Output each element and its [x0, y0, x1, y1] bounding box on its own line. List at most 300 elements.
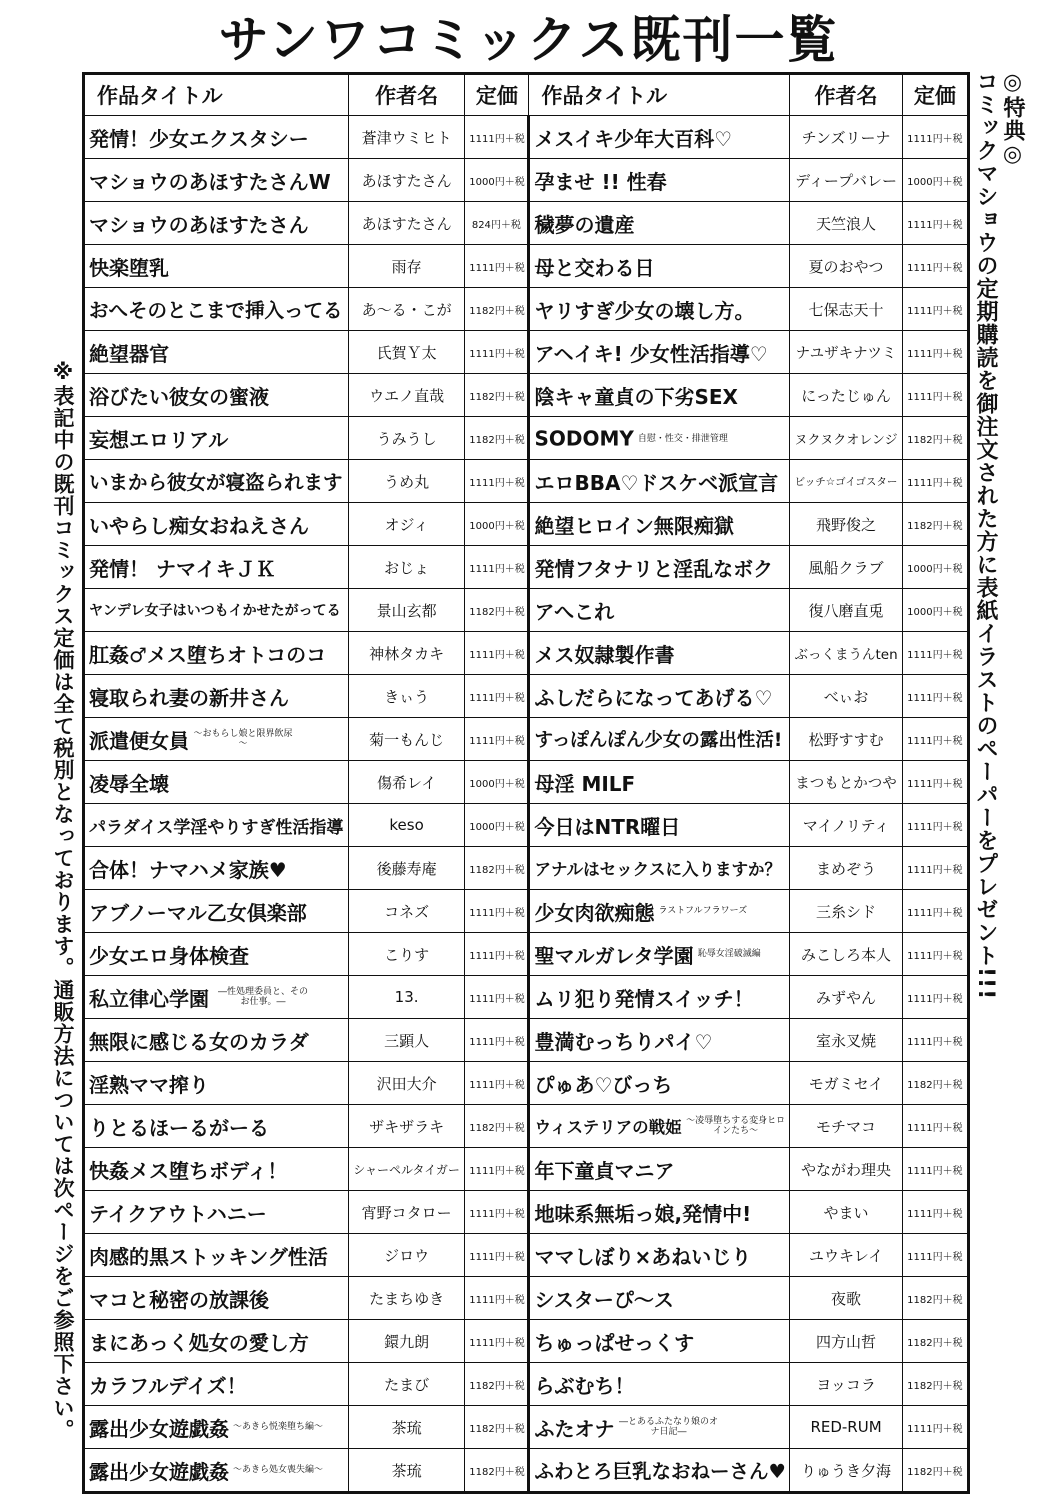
book-title: ぴゅあ♡びっち [534, 1072, 673, 1097]
table-row [84, 1062, 969, 1105]
book-title-cell [84, 976, 349, 1019]
book-subtitle: 自慰・性交・排泄管理 [637, 433, 728, 444]
book-title-cell [84, 718, 349, 761]
book-title-cell [529, 933, 790, 976]
book-title-cell [529, 847, 790, 890]
bonus-note [970, 70, 1026, 1080]
book-price: 1182円＋税 [902, 503, 968, 546]
book-author: べぃお [790, 675, 902, 718]
book-subtitle: ～凌辱堕ちする変身ヒロインたち～ [686, 1116, 786, 1136]
book-title-cell [84, 288, 349, 331]
book-author: 蒼津ウミヒト [348, 116, 464, 159]
book-title: 露出少女遊戯姦 [89, 1416, 229, 1441]
book-title-cell [529, 632, 790, 675]
book-title: カラフルデイズ！ [89, 1373, 247, 1398]
book-title: いまから彼女が寝盗られます [89, 471, 343, 494]
book-price: 1111円＋税 [465, 546, 529, 589]
book-title-cell [84, 675, 349, 718]
book-author: モチマコ [790, 1105, 902, 1148]
book-author: あ～る・こが [348, 288, 464, 331]
book-title-cell [529, 976, 790, 1019]
book-author: 後藤寿庵 [348, 847, 464, 890]
book-price: 1182円＋税 [902, 417, 968, 460]
book-title-cell [529, 331, 790, 374]
catalog-body [84, 116, 969, 1493]
book-title-cell [84, 1449, 349, 1493]
book-title-cell [84, 503, 349, 546]
book-price: 1111円＋税 [465, 933, 529, 976]
book-title-cell [529, 159, 790, 202]
book-price: 1111円＋税 [465, 1019, 529, 1062]
book-price: 1111円＋税 [902, 1148, 968, 1191]
table-row [84, 116, 969, 159]
table-row [84, 288, 969, 331]
book-title: 今日はNTR曜日 [534, 814, 681, 839]
book-title: 浴びたい彼女の蜜液 [89, 384, 269, 409]
book-title-cell [84, 1234, 349, 1277]
table-row [84, 1363, 969, 1406]
table-row [84, 1449, 969, 1493]
book-author: うめ丸 [348, 460, 464, 503]
book-title: ふしだらになってあげる♡ [534, 685, 773, 710]
book-price: 1000円＋税 [465, 159, 529, 202]
book-title: 無限に感じる女のカラダ [89, 1029, 309, 1054]
book-title-cell [84, 589, 349, 632]
book-price: 1182円＋税 [465, 417, 529, 460]
book-author: ディープバレー [790, 159, 902, 202]
book-author: マイノリティ [790, 804, 902, 847]
book-price: 1111円＋税 [902, 374, 968, 417]
book-author: 夏のおやつ [790, 245, 902, 288]
book-author: ビッチ☆ゴイゴスター [790, 460, 902, 503]
book-title-cell [84, 804, 349, 847]
table-row [84, 632, 969, 675]
book-price: 1111円＋税 [465, 718, 529, 761]
book-subtitle: ～あきら悦楽堕ち編～ [233, 1422, 324, 1432]
book-price: 1111円＋税 [902, 245, 968, 288]
book-price: 1111円＋税 [902, 1234, 968, 1277]
book-title-cell [84, 847, 349, 890]
book-title-cell [529, 589, 790, 632]
table-row [84, 890, 969, 933]
table-row [84, 159, 969, 202]
book-author: 茶琉 [348, 1406, 464, 1449]
book-title-cell [84, 245, 349, 288]
table-row [84, 804, 969, 847]
book-title-cell [84, 331, 349, 374]
book-price: 1182円＋税 [902, 1277, 968, 1320]
book-title: 快楽堕乳 [89, 255, 169, 280]
book-title: 少女肉欲痴態 [534, 900, 655, 925]
book-author: 神林タカキ [348, 632, 464, 675]
book-price: 1182円＋税 [465, 1363, 529, 1406]
table-row [84, 331, 969, 374]
book-title-cell [84, 159, 349, 202]
table-row [84, 417, 969, 460]
book-price: 1111円＋税 [902, 632, 968, 675]
catalog-table [82, 72, 970, 1494]
book-title: 発情フタナリと淫乱なボク [534, 556, 774, 581]
table-row [84, 761, 969, 804]
book-title-cell [529, 761, 790, 804]
book-price: 1000円＋税 [902, 546, 968, 589]
bonus-body: コミックマショウの定期購読を御注文された方に表紙イラストのペーパーをプレゼント!!! [973, 70, 998, 1001]
book-title-cell [84, 1406, 349, 1449]
book-title-cell [84, 1062, 349, 1105]
book-title: 聖マルガレタ学園 [534, 943, 694, 968]
book-title-cell [529, 1277, 790, 1320]
book-price: 1111円＋税 [465, 976, 529, 1019]
book-price: 1111円＋税 [465, 460, 529, 503]
book-author: やながわ理央 [790, 1148, 902, 1191]
book-author: RED-RUM [790, 1406, 902, 1449]
book-title-cell [84, 202, 349, 245]
book-title-cell [84, 1363, 349, 1406]
book-price: 1111円＋税 [902, 202, 968, 245]
book-author: 三糸シド [790, 890, 902, 933]
header-author-right: 作者名 [790, 74, 902, 116]
book-author: ぶっくまうんten [790, 632, 902, 675]
book-title: シスターぴ～ス [534, 1287, 674, 1312]
book-title: アブノーマル乙女倶楽部 [89, 900, 307, 925]
table-row [84, 1191, 969, 1234]
book-price: 1182円＋税 [465, 374, 529, 417]
book-title: マコと秘密の放課後 [89, 1287, 269, 1312]
book-author: みこしろ本人 [790, 933, 902, 976]
table-row [84, 1019, 969, 1062]
table-row [84, 1148, 969, 1191]
book-title-cell [84, 116, 349, 159]
book-price: 1000円＋税 [465, 503, 529, 546]
book-title: SODOMY [534, 426, 634, 451]
book-title-cell [529, 1191, 790, 1234]
book-author: たまび [348, 1363, 464, 1406]
book-title: 発情！少女エクスタシー [89, 126, 309, 151]
book-author: にったじゅん [790, 374, 902, 417]
book-subtitle: 恥辱女淫破滅編 [697, 949, 761, 959]
book-title: 妄想エロリアル [89, 427, 229, 452]
book-title: すっぽんぽん少女の露出性活! [534, 730, 783, 751]
book-author: 松野すすむ [790, 718, 902, 761]
book-title-cell [84, 374, 349, 417]
book-price: 1111円＋税 [902, 1191, 968, 1234]
book-title-cell [84, 890, 349, 933]
book-author: うみうし [348, 417, 464, 460]
book-price: 1182円＋税 [902, 1062, 968, 1105]
book-author: 三顕人 [348, 1019, 464, 1062]
table-row [84, 1406, 969, 1449]
book-subtitle: ラストフルフラワーズ [658, 906, 748, 916]
book-author: 宵野コタロー [348, 1191, 464, 1234]
book-price: 1000円＋税 [465, 804, 529, 847]
book-title: 快姦メス堕ちボディ！ [89, 1158, 288, 1183]
book-title-cell [84, 1277, 349, 1320]
book-price: 1111円＋税 [465, 1062, 529, 1105]
book-price: 1111円＋税 [902, 116, 968, 159]
book-price: 1111円＋税 [902, 718, 968, 761]
book-author: ザキザラキ [348, 1105, 464, 1148]
book-author: ユウキレイ [790, 1234, 902, 1277]
header-price-right: 定価 [902, 74, 968, 116]
table-row [84, 202, 969, 245]
book-author: みずやん [790, 976, 902, 1019]
book-title-cell [84, 1191, 349, 1234]
book-subtitle: ～あきら処女喪失編～ [233, 1465, 324, 1475]
book-title: 肉感的黒ストッキング性活 [89, 1244, 328, 1269]
table-row [84, 1277, 969, 1320]
book-title: マショウのあほすたさんW [89, 169, 331, 194]
book-price: 1182円＋税 [465, 1449, 529, 1493]
book-title-cell [529, 460, 790, 503]
book-author: 傷希レイ [348, 761, 464, 804]
book-title: テイクアウトハニー [89, 1201, 267, 1226]
header-title-left: 作品タイトル [84, 74, 349, 116]
book-title: 母淫 MILF [534, 771, 636, 796]
bonus-heading: ◎特典◎ [1000, 70, 1025, 168]
book-title-cell [529, 718, 790, 761]
table-row [84, 933, 969, 976]
book-title: 穢夢の遺産 [534, 212, 635, 237]
book-author: おじょ [348, 546, 464, 589]
tax-note: ※表記中の既刊コミックス定価は全て税別となっております。通販方法については次ページをご参照下さい。 [51, 360, 75, 1441]
book-author: ヨッコラ [790, 1363, 902, 1406]
book-title: 地味系無垢っ娘,発情中! [534, 1201, 752, 1226]
book-price: 1111円＋税 [465, 1234, 529, 1277]
book-title-cell [84, 933, 349, 976]
book-title-cell [529, 1363, 790, 1406]
table-row [84, 847, 969, 890]
book-title-cell [84, 417, 349, 460]
book-title-cell [529, 1062, 790, 1105]
book-price: 1182円＋税 [465, 589, 529, 632]
book-author: 茶琉 [348, 1449, 464, 1493]
book-title-cell [529, 890, 790, 933]
book-price: 1111円＋税 [902, 976, 968, 1019]
book-author: 復八磨直兎 [790, 589, 902, 632]
book-author: 13. [348, 976, 464, 1019]
table-row [84, 1105, 969, 1148]
book-title-cell [84, 546, 349, 589]
book-title: 私立律心学園 [89, 986, 209, 1011]
book-author: きぃう [348, 675, 464, 718]
book-author: こりす [348, 933, 464, 976]
book-title: 派遣便女員 [89, 728, 189, 753]
book-price: 1111円＋税 [902, 890, 968, 933]
book-title: 年下童貞マニア [534, 1158, 675, 1183]
book-title: ふたオナ [534, 1416, 615, 1441]
book-author: チンズリーナ [790, 116, 902, 159]
book-title-cell [529, 1449, 790, 1493]
table-row [84, 1234, 969, 1277]
table-row [84, 976, 969, 1019]
book-subtitle: ―性処理委員と、その お仕事。― [217, 987, 308, 1007]
book-author: 景山玄都 [348, 589, 464, 632]
book-title: りとるほーるがーる [89, 1115, 269, 1140]
book-price: 1000円＋税 [902, 159, 968, 202]
book-author: モガミセイ [790, 1062, 902, 1105]
book-title-cell [529, 675, 790, 718]
book-title: おへそのとこまで挿入ってる [89, 299, 343, 322]
book-title: らぶむち！ [534, 1373, 635, 1398]
book-title-cell [84, 460, 349, 503]
table-row [84, 675, 969, 718]
header-title-right: 作品タイトル [529, 74, 790, 116]
book-title-cell [529, 202, 790, 245]
book-author: まつもとかつや [790, 761, 902, 804]
book-price: 1000円＋税 [902, 589, 968, 632]
book-title-cell [84, 761, 349, 804]
book-author: あほすたさん [348, 202, 464, 245]
book-title-cell [529, 546, 790, 589]
book-price: 1182円＋税 [465, 1105, 529, 1148]
book-subtitle: ～おもらし娘と限界飲尿～ [193, 729, 293, 749]
book-price: 1111円＋税 [902, 761, 968, 804]
book-author: 鐶九朗 [348, 1320, 464, 1363]
book-title: 豊満むっちりパイ♡ [534, 1029, 713, 1054]
book-author: 沢田大介 [348, 1062, 464, 1105]
book-author: 菊一もんじ [348, 718, 464, 761]
book-title: 絶望器官 [89, 341, 169, 366]
book-title: アヘイキ! 少女性活指導♡ [534, 341, 768, 366]
book-author: 七保志天十 [790, 288, 902, 331]
book-title-cell [529, 1320, 790, 1363]
book-author: たまちゆき [348, 1277, 464, 1320]
book-title: ママしぼり×あねいじり [534, 1244, 752, 1269]
book-title: 合体！ナマハメ家族♥ [89, 857, 287, 882]
book-author: コネズ [348, 890, 464, 933]
book-title: 淫熟ママ搾り [89, 1072, 209, 1097]
book-price: 1111円＋税 [902, 1406, 968, 1449]
book-price: 1111円＋税 [902, 804, 968, 847]
book-title: エロBBA♡ドスケベ派宣言 [534, 470, 779, 495]
book-author: keso [348, 804, 464, 847]
table-row [84, 245, 969, 288]
book-title-cell [529, 503, 790, 546]
book-title: 凌辱全壊 [89, 771, 169, 796]
book-author: やまい [790, 1191, 902, 1234]
table-row [84, 718, 969, 761]
book-title-cell [529, 374, 790, 417]
book-author: 風船クラブ [790, 546, 902, 589]
header-price-left: 定価 [465, 74, 529, 116]
book-price: 1111円＋税 [902, 675, 968, 718]
book-title-cell [84, 1019, 349, 1062]
book-title-cell [529, 1406, 790, 1449]
book-author: ウエノ直哉 [348, 374, 464, 417]
book-title: 陰キャ童貞の下劣SEX [534, 384, 738, 409]
book-title-cell [529, 1234, 790, 1277]
book-price: 1182円＋税 [465, 847, 529, 890]
book-title: 露出少女遊戯姦 [89, 1459, 229, 1484]
book-price: 1111円＋税 [465, 675, 529, 718]
book-author: 室永叉焼 [790, 1019, 902, 1062]
page-title: サンワコミックス既刊一覧 [218, 11, 839, 69]
table-row [84, 460, 969, 503]
book-author: 飛野俊之 [790, 503, 902, 546]
book-author: りゅうき夕海 [790, 1449, 902, 1493]
book-title: 絶望ヒロイン無限痴獄 [534, 513, 734, 538]
book-price: 1111円＋税 [902, 288, 968, 331]
book-price: 1111円＋税 [902, 1105, 968, 1148]
book-price: 1111円＋税 [465, 632, 529, 675]
book-title-cell [84, 1105, 349, 1148]
book-title-cell [84, 1320, 349, 1363]
book-title-cell [529, 116, 790, 159]
table-row [84, 546, 969, 589]
book-price: 1111円＋税 [902, 1019, 968, 1062]
book-author: 天竺浪人 [790, 202, 902, 245]
book-title: メスイキ少年大百科♡ [534, 126, 733, 151]
book-title: ふわとろ巨乳なおねーさん♥ [534, 1460, 786, 1483]
book-price: 1111円＋税 [465, 1148, 529, 1191]
book-title-cell [84, 632, 349, 675]
book-title: パラダイス学淫やりすぎ性活指導 [89, 817, 344, 838]
book-title: いやらし痴女おねえさん [89, 513, 309, 538]
book-title: ヤリすぎ少女の壊し方。 [534, 298, 755, 323]
book-title: ちゅっぱせっくす [534, 1330, 695, 1355]
book-title-cell [529, 1105, 790, 1148]
book-title: 少女エロ身体検査 [89, 943, 249, 968]
book-title: 母と交わる日 [534, 255, 655, 280]
book-price: 824円＋税 [465, 202, 529, 245]
book-price: 1111円＋税 [902, 933, 968, 976]
book-price: 1111円＋税 [465, 1277, 529, 1320]
book-price: 1182円＋税 [902, 1449, 968, 1493]
book-title-cell [529, 1019, 790, 1062]
book-author: 氏賀Ｙ太 [348, 331, 464, 374]
book-author: ジロウ [348, 1234, 464, 1277]
book-price: 1000円＋税 [465, 761, 529, 804]
book-author: 四方山哲 [790, 1320, 902, 1363]
book-author: まめぞう [790, 847, 902, 890]
book-author: 雨存 [348, 245, 464, 288]
table-row [84, 1320, 969, 1363]
book-subtitle: ―とあるふたなり娘のオナ日記― [618, 1417, 718, 1437]
book-title: ウィステリアの戦姫 [534, 1118, 682, 1137]
header-author-left: 作者名 [348, 74, 464, 116]
book-title-cell [529, 245, 790, 288]
book-author: 夜歌 [790, 1277, 902, 1320]
book-price: 1182円＋税 [902, 1320, 968, 1363]
book-price: 1182円＋税 [902, 1363, 968, 1406]
book-title-cell [529, 804, 790, 847]
book-title: 肛姦♂メス堕ちオトコのコ [89, 642, 327, 667]
book-price: 1111円＋税 [465, 331, 529, 374]
book-title: 孕ませ !! 性春 [534, 169, 667, 194]
book-title: 寝取られ妻の新井さん [89, 685, 289, 710]
book-title-cell [529, 288, 790, 331]
book-price: 1182円＋税 [465, 288, 529, 331]
book-title: マショウのあほすたさん [89, 212, 309, 237]
book-price: 1182円＋税 [465, 1406, 529, 1449]
book-title: ヤンデレ女子はいつもイかせたがってる [89, 603, 341, 619]
book-title: まにあっく処女の愛し方 [89, 1330, 309, 1355]
book-title-cell [84, 1148, 349, 1191]
book-title: 発情！ ナマイキＪＫ [89, 556, 276, 581]
table-row [84, 589, 969, 632]
book-price: 1111円＋税 [465, 116, 529, 159]
book-author: ヌクヌクオレンジ [790, 417, 902, 460]
book-title-cell [529, 417, 790, 460]
book-title: アナルはセックスに入りますか？ [534, 860, 781, 879]
book-title-cell [529, 1148, 790, 1191]
table-row [84, 503, 969, 546]
book-title: アへこれ [534, 599, 615, 624]
book-price: 1111円＋税 [465, 245, 529, 288]
book-price: 1111円＋税 [465, 1191, 529, 1234]
book-price: 1111円＋税 [902, 331, 968, 374]
table-row [84, 374, 969, 417]
